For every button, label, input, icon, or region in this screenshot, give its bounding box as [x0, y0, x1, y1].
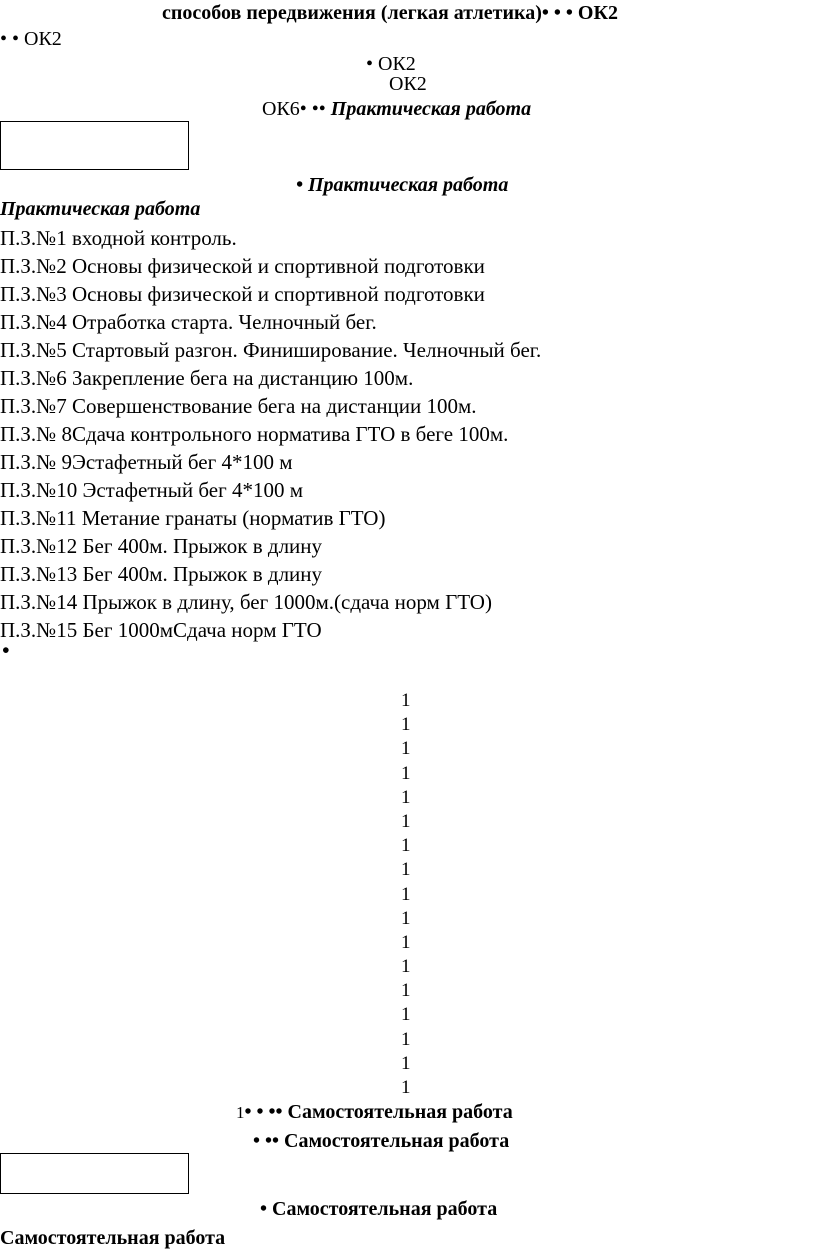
number-one: 1 [401, 786, 411, 808]
number-one: 1 [401, 859, 411, 881]
list-item: П.З.№4 Отработка старта. Челночный бег. [0, 310, 377, 334]
header-line-4: ОК2 [389, 73, 427, 95]
header-line-1: способов передвижения (легкая атлетика)• • • ОК2 [162, 2, 618, 24]
number-one: 1 [401, 980, 411, 1002]
list-item: П.З.№ 9Эстафетный бег 4*100 м [0, 450, 293, 474]
header-line-5-prefix: ОК6• •• [262, 98, 326, 120]
self-work-line-3: • Самостоятельная работа [260, 1198, 498, 1220]
number-one: 1 [401, 907, 411, 929]
list-item: П.З.№13 Бег 400м. Прыжок в длину [0, 562, 323, 586]
self-work-line-1-number: 1 [236, 1103, 245, 1122]
list-item: П.З.№5 Стартовый разгон. Финиширование. Челночный бег. [0, 338, 542, 362]
header-line-5-title: Практическая работа [330, 98, 532, 120]
number-one: 1 [401, 883, 411, 905]
header-line-5 [262, 99, 531, 119]
self-work-line-1 [236, 1102, 513, 1122]
practical-section-title: Практическая работа [0, 198, 201, 220]
list-item: П.З.№7 Совершенствование бега на дистанции 100м. [0, 394, 477, 418]
number-one: 1 [401, 1052, 411, 1074]
self-work-line-1-bullets: • • •• [244, 1101, 283, 1123]
number-one: 1 [401, 835, 411, 857]
list-item: П.З.№2 Основы физической и спортивной подготовки [0, 254, 485, 278]
list-item: П.З.№14 Прыжок в длину, бег 1000м.(сдача норм ГТО) [0, 590, 492, 614]
self-work-line-2: • •• Самостоятельная работа [253, 1130, 510, 1152]
list-item: П.З.№10 Эстафетный бег 4*100 м [0, 478, 303, 502]
number-one: 1 [401, 810, 411, 832]
empty-box-top [0, 121, 189, 170]
practical-centered-title: • Практическая работа [296, 174, 509, 196]
list-end-bullet: • [2, 638, 10, 662]
list-item: П.З.№1 входной контроль. [0, 226, 237, 250]
self-work-line-1-title: Самостоятельная работа [287, 1101, 513, 1123]
list-item: П.З.№11 Метание гранаты (норматив ГТО) [0, 506, 386, 530]
number-one: 1 [401, 762, 411, 784]
number-one: 1 [401, 714, 411, 736]
number-one: 1 [401, 1004, 411, 1026]
self-work-line-4: Самостоятельная работа [0, 1227, 226, 1249]
practical-list [0, 224, 541, 644]
empty-box-bottom [0, 1153, 189, 1194]
header-line-2: • • ОК2 [0, 28, 62, 50]
number-one: 1 [401, 1077, 411, 1098]
list-item: П.З.№12 Бег 400м. Прыжок в длину [0, 534, 323, 558]
number-one: 1 [401, 1028, 411, 1050]
list-item: П.З.№15 Бег 1000мСдача норм ГТО [0, 618, 322, 642]
list-item: П.З.№ 8Сдача контрольного норматива ГТО в беге 100м. [0, 422, 509, 446]
list-item: П.З.№3 Основы физической и спортивной подготовки [0, 282, 485, 306]
header-line-3: • ОК2 [366, 53, 416, 75]
number-one: 1 [401, 931, 411, 953]
number-one: 1 [401, 956, 411, 978]
number-one: 1 [401, 738, 411, 760]
number-one: 1 [401, 690, 411, 711]
list-item: П.З.№6 Закрепление бега на дистанцию 100м. [0, 366, 414, 390]
ones-column [401, 689, 411, 1100]
